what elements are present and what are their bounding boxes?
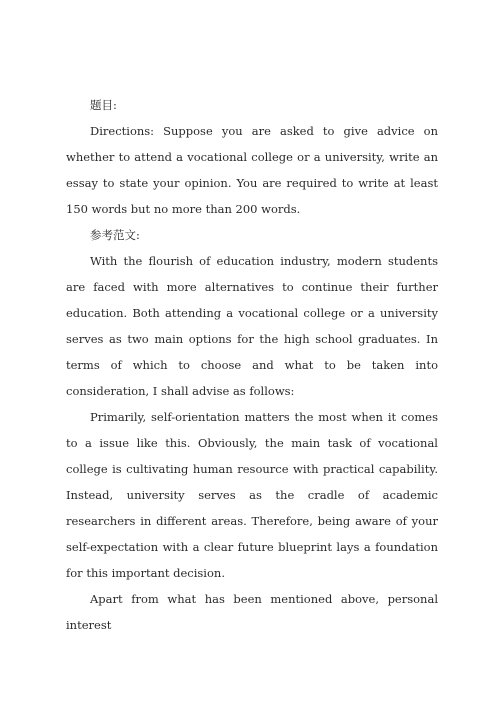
directions-paragraph: Directions: Suppose you are asked to give advice on whether to attend a vocational college or a university, write an essay to state your opinion. You are required to write at least 150 words but no more than 200 words. [66, 124, 438, 216]
topic-heading: 题目: [90, 98, 117, 112]
essay-paragraph-2: Primarily, self-orientation matters the most when it comes to a issue like this. Obviously, the main task of vocational college is cultivating human resource with practical capability. Instead, university serves as the cradle of academic researchers in different areas. Therefore, being aware of your self-expectation with a clear future blueprint lays a foundation for this important decision. [66, 410, 438, 580]
document-page [66, 92, 438, 638]
essay-paragraph-3: Apart from what has been mentioned above, personal interest [66, 592, 438, 632]
essay-paragraph-1: With the flourish of education industry, modern students are faced with more alternatives to continue their further education. Both attending a vocational college or a university serves as two main options for the high school graduates. In terms of which to choose and what to be taken into consideration, I shall advise as follows: [66, 254, 438, 398]
sample-essay-heading: 参考范文: [90, 228, 140, 242]
